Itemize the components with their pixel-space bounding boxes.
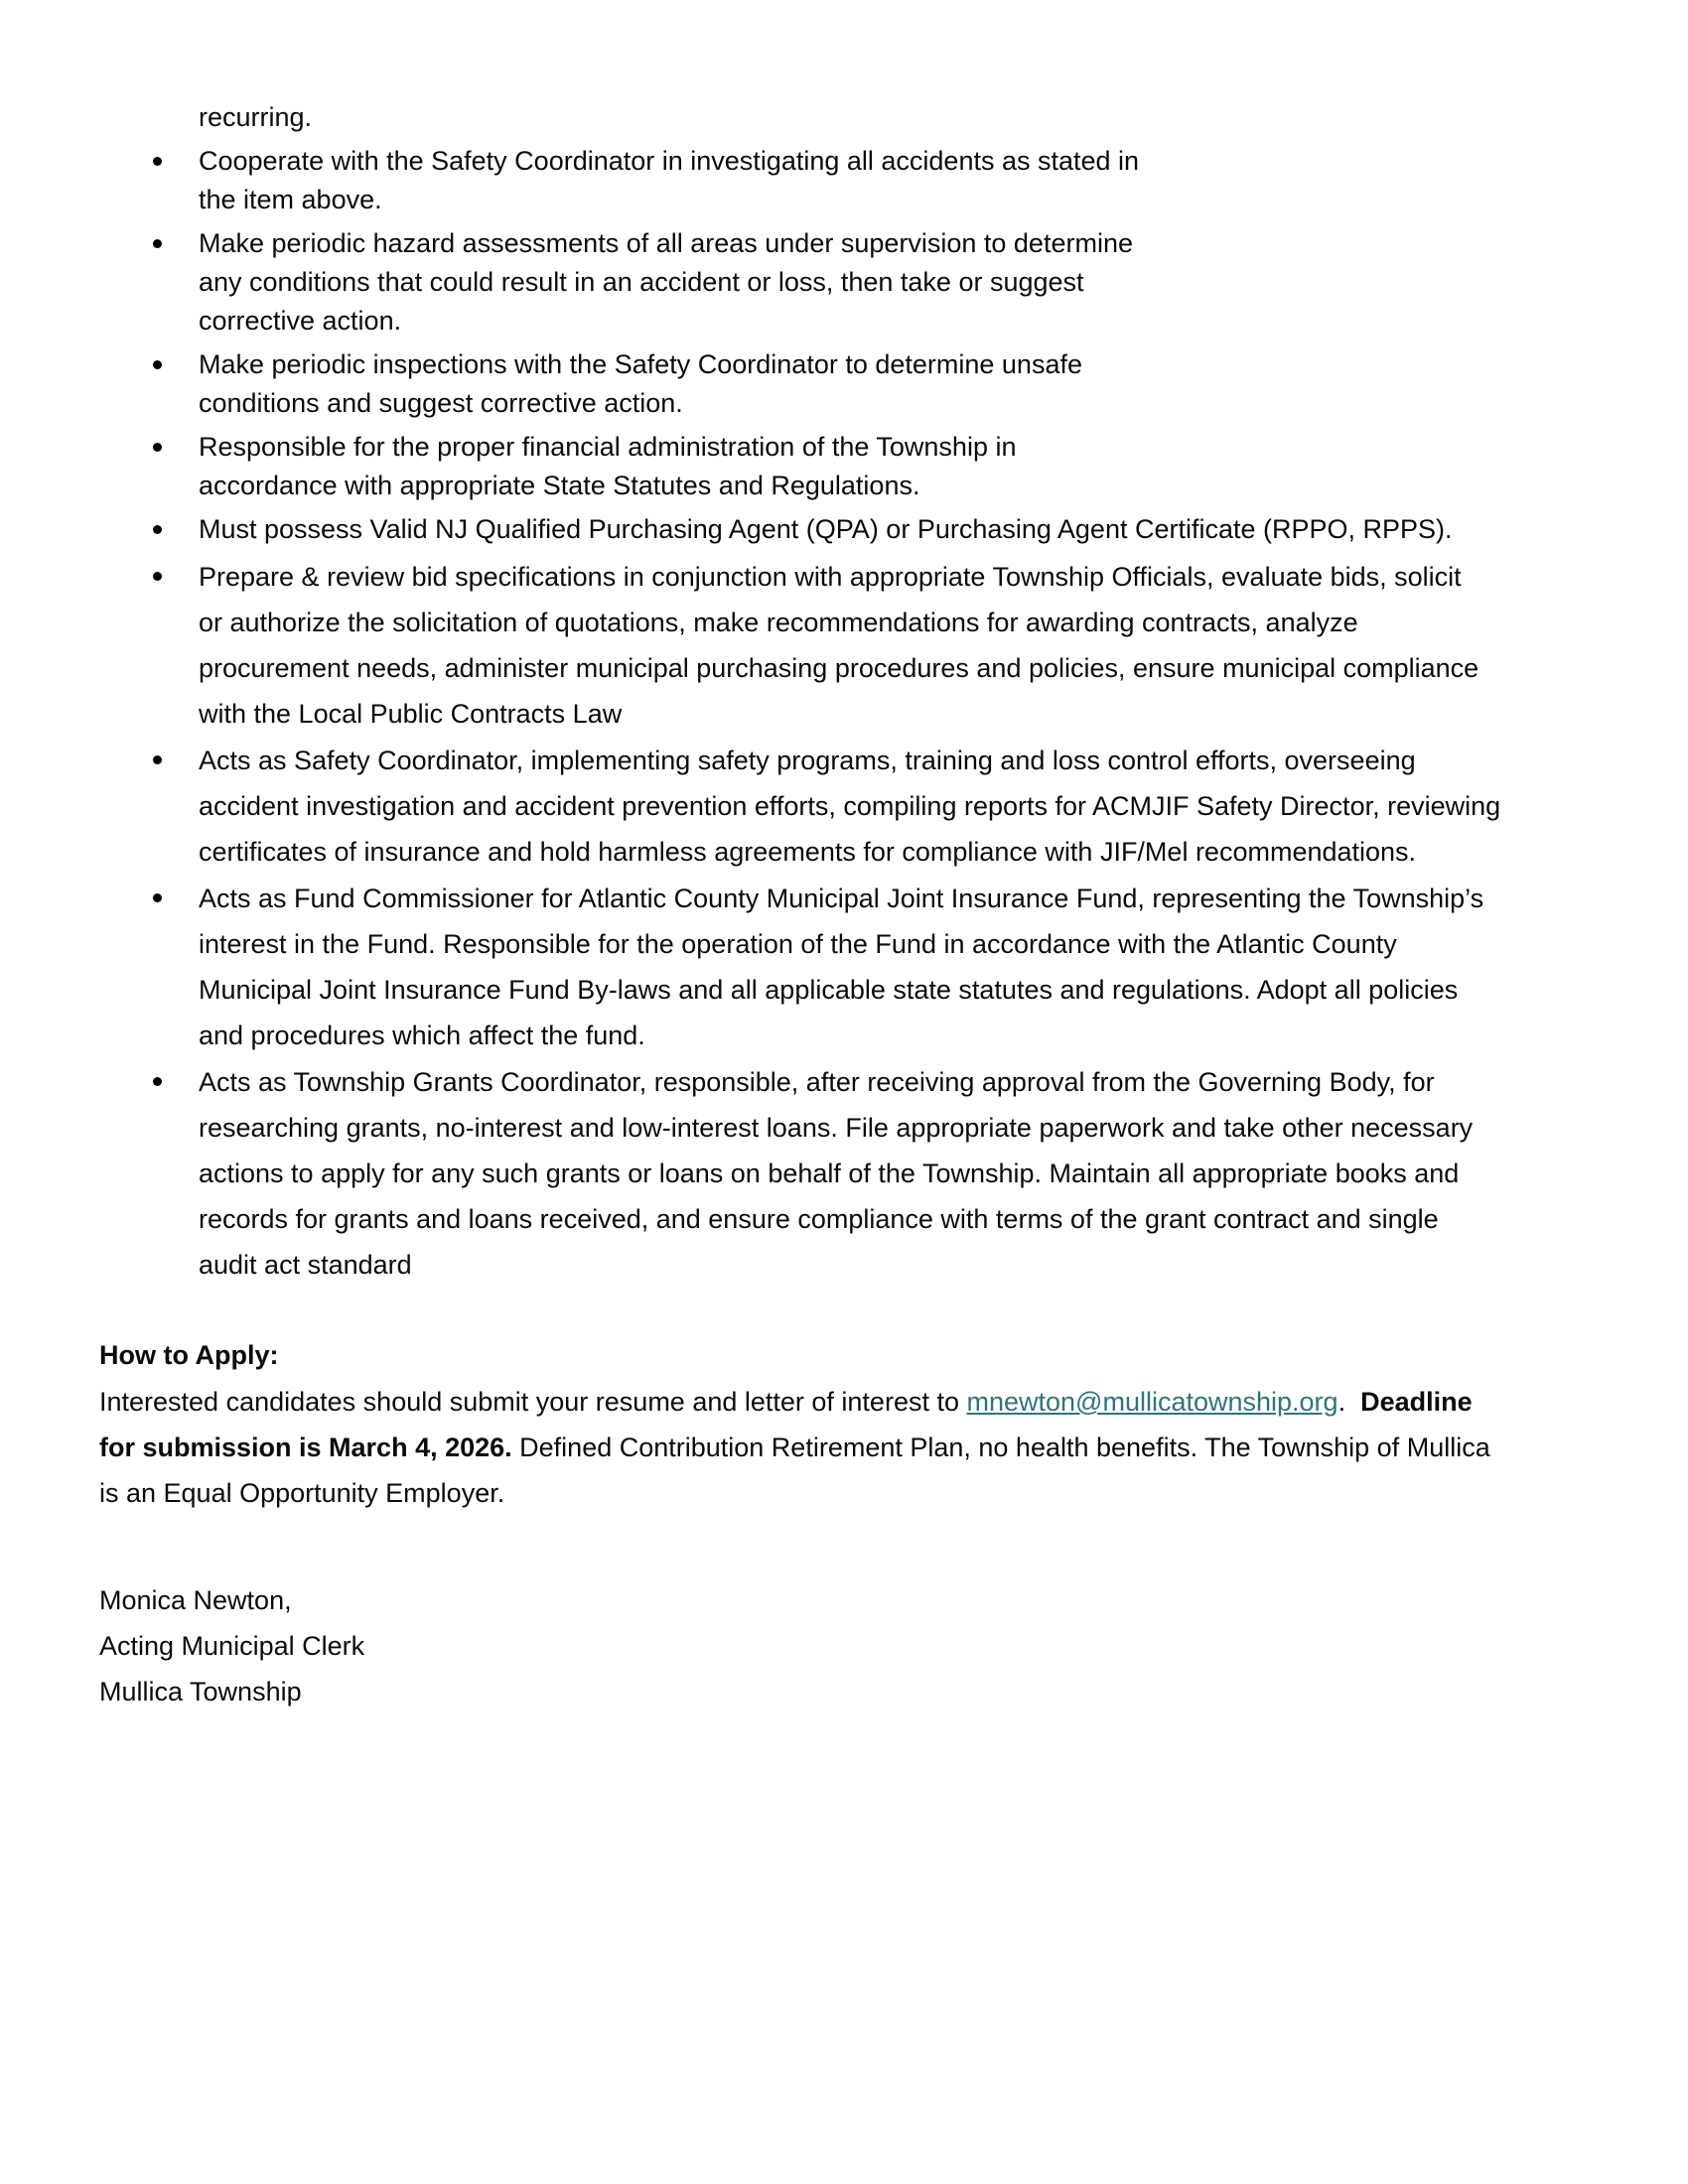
list-item-line: Responsible for the proper financial administration of the Township in [199, 432, 1017, 462]
list-item-line: corrective action. [199, 306, 402, 336]
list-item-lines [199, 224, 1605, 341]
list-item [99, 1059, 1605, 1288]
list-item-line: interest in the Fund. Responsible for the operation of the Fund in accordance with the Atlantic County [199, 929, 1397, 959]
list-item-lines [199, 554, 1605, 737]
deadline-bold-text: Deadline [1360, 1387, 1473, 1417]
list-item-line: Make periodic inspections with the Safety Coordinator to determine unsafe [199, 349, 1082, 379]
signature-org: Mullica Township [99, 1677, 302, 1706]
apply-text: is an Equal Opportunity Employer. [99, 1478, 505, 1508]
list-item-line: audit act standard [199, 1250, 412, 1280]
bullet-icon [153, 1077, 162, 1086]
list-item-line: and procedures which affect the fund. [199, 1021, 645, 1050]
list-item-line: Make periodic hazard assessments of all areas under supervision to determine [199, 228, 1133, 258]
list-item [99, 554, 1605, 737]
list-item-line: Municipal Joint Insurance Fund By-laws and all applicable state statutes and regulations. Adopt all policies [199, 975, 1459, 1005]
deadline-bold-text: for submission is March 4, 2026. [99, 1433, 512, 1462]
list-item-line: Acts as Safety Coordinator, implementing safety programs, training and loss control efforts, overseeing [199, 746, 1416, 775]
apply-text: . [1337, 1387, 1361, 1417]
list-item-lines [199, 510, 1605, 549]
list-item-line: Prepare & review bid specifications in conjunction with appropriate Township Officials, evaluate bids, solicit [199, 562, 1462, 592]
duties-list [99, 142, 1605, 1288]
list-item-line: records for grants and loans received, and ensure compliance with terms of the grant contract and single [199, 1204, 1439, 1234]
list-item-line: or authorize the solicitation of quotations, make recommendations for awarding contracts, analyze [199, 608, 1358, 637]
list-item-line: conditions and suggest corrective action. [199, 388, 683, 418]
bullet-icon [153, 755, 162, 764]
list-item [99, 428, 1605, 505]
list-item-line: actions to apply for any such grants or loans on behalf of the Township. Maintain all appropriate books and [199, 1159, 1460, 1188]
bullet-icon [153, 360, 162, 369]
list-item [99, 738, 1605, 875]
apply-paragraph-line [99, 1425, 1605, 1470]
how-to-apply-heading: How to Apply: [99, 1340, 279, 1370]
list-item-line: Must possess Valid NJ Qualified Purchasing Agent (QPA) or Purchasing Agent Certificate (RPPO, RPPS). [199, 514, 1453, 544]
list-item-line: Acts as Township Grants Coordinator, responsible, after receiving approval from the Governing Body, for [199, 1067, 1435, 1097]
list-item-line: researching grants, no-interest and low-interest loans. File appropriate paperwork and take other necessary [199, 1113, 1474, 1143]
list-item [99, 142, 1605, 219]
list-item [99, 224, 1605, 341]
list-item-lines [199, 1059, 1605, 1288]
apply-paragraph-line [99, 1379, 1605, 1425]
list-item-lines [199, 876, 1605, 1058]
list-item-line: with the Local Public Contracts Law [199, 699, 623, 729]
list-item-lines [199, 738, 1605, 875]
bullet-icon [153, 443, 162, 452]
list-item-line: certificates of insurance and hold harmless agreements for compliance with JIF/Mel recommendations. [199, 837, 1417, 867]
apply-text: Interested candidates should submit your resume and letter of interest to [99, 1387, 967, 1417]
email-link[interactable]: mnewton@mullicatownship.org [966, 1387, 1338, 1417]
bullet-icon [153, 572, 162, 581]
list-item-line: the item above. [199, 185, 382, 214]
apply-paragraph [99, 1379, 1605, 1516]
bullet-icon [153, 239, 162, 248]
signature-name: Monica Newton, [99, 1585, 292, 1615]
list-item-line: Cooperate with the Safety Coordinator in investigating all accidents as stated in [199, 146, 1140, 176]
signature-block [99, 1577, 1605, 1714]
apply-paragraph-line [99, 1470, 1605, 1516]
apply-text: Defined Contribution Retirement Plan, no health benefits. The Township of Mullica [511, 1433, 1490, 1462]
list-item-lines [199, 345, 1605, 423]
list-item-line: any conditions that could result in an accident or loss, then take or suggest [199, 267, 1084, 297]
list-item-lines [199, 428, 1605, 505]
bullet-icon [153, 893, 162, 902]
list-item-lines [199, 142, 1605, 219]
list-item [99, 345, 1605, 423]
list-item-line: procurement needs, administer municipal purchasing procedures and policies, ensure municipal compliance [199, 653, 1479, 683]
list-item-line: accordance with appropriate State Statutes and Regulations. [199, 471, 920, 500]
list-continuation-line: recurring. [199, 102, 313, 132]
bullet-icon [153, 157, 162, 166]
list-item [99, 876, 1605, 1058]
signature-title: Acting Municipal Clerk [99, 1631, 365, 1661]
list-item-line: accident investigation and accident prevention efforts, compiling reports for ACMJIF Safety Director, reviewing [199, 791, 1501, 821]
bullet-icon [153, 525, 162, 534]
list-item-line: Acts as Fund Commissioner for Atlantic County Municipal Joint Insurance Fund, representing the Township’s [199, 884, 1484, 913]
list-item [99, 510, 1605, 549]
